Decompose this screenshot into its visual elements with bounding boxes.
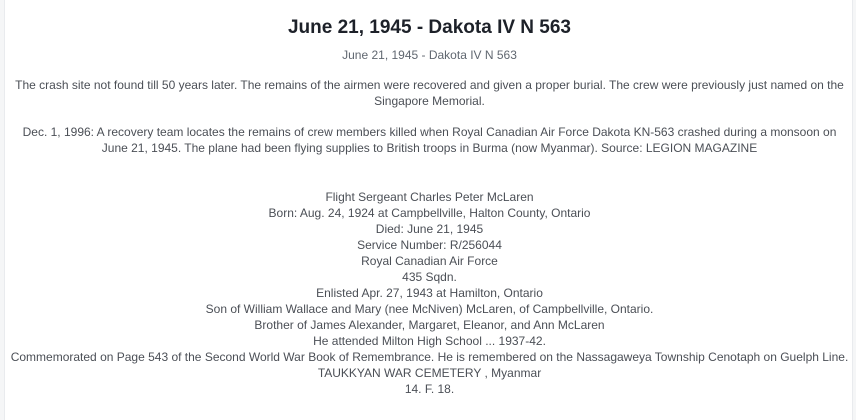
grave-reference: 14. F. 18. [404, 382, 455, 396]
air-force: Royal Canadian Air Force [361, 254, 498, 268]
death-date: Died: June 21, 1945 [375, 222, 484, 236]
right-border [852, 0, 856, 420]
birth-info: Born: Aug. 24, 1924 at Campbellville, Halton County, Ontario [268, 206, 591, 220]
intro-paragraph: The crash site not found till 50 years later. The remains of the airmen were recovered and given a proper burial. The crew were previously just named on the Singapore Memorial. [15, 78, 844, 108]
airman-name: Flight Sergeant Charles Peter McLaren [325, 190, 534, 204]
siblings-info: Brother of James Alexander, Margaret, Eleanor, and Ann McLaren [254, 318, 605, 332]
post-title: June 21, 1945 - Dakota IV N 563 [287, 17, 572, 38]
left-border [0, 0, 5, 420]
recovery-paragraph: Dec. 1, 1996: A recovery team locates the remains of crew members killed when Royal Canadian Air Force Dakota KN-563 crashed during a monsoon on June 21, 1945. The plane had been flying supplies to British troops in Burma (now Myanmar). Source: LEGION MAGAZINE [22, 125, 837, 155]
school-info: He attended Milton High School ... 1937-42. [313, 334, 546, 348]
memorial-block [8, 189, 851, 397]
service-number: Service Number: R/256044 [357, 238, 502, 252]
parents-info: Son of William Wallace and Mary (nee McNiven) McLaren, of Campbellville, Ontario. [205, 302, 654, 316]
commemoration-info: Commemorated on Page 543 of the Second World War Book of Remembrance. He is remembered on the Nassagaweya Township Cenotaph on Guelph Line. [10, 350, 849, 364]
post-content [8, 0, 851, 397]
cemetery-name: TAUKKYAN WAR CEMETERY , Myanmar [317, 366, 542, 380]
post-subtitle: June 21, 1945 - Dakota IV N 563 [342, 48, 517, 62]
enlistment-info: Enlisted Apr. 27, 1943 at Hamilton, Ontario [316, 286, 543, 300]
squadron: 435 Sqdn. [402, 270, 457, 284]
